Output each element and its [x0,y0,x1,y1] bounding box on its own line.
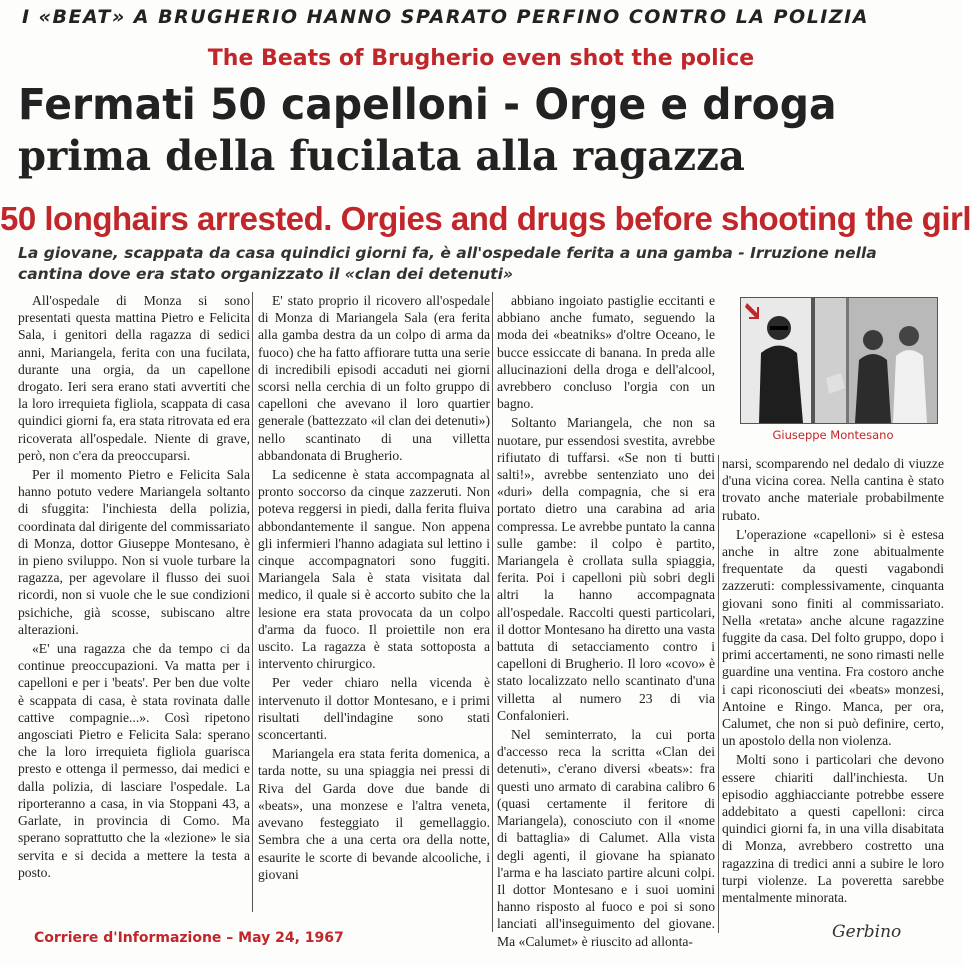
paragraph: La sedicenne è stata accompagnata al pronto soccorso da cinque zazzeruti. Non poteva reggersi in piedi, dalla ferita fluiva abbondantemente il sangue. Non appena gli infermieri l'hanno adagiata sul lettino i cinque accompagnatori sono fuggiti. Mariangela Sala è stata visitata dal medico, il quale si è accorto subito che la lesione era stata provocata da un colpo d'arma da fuoco. Il proiettile non era uscito. La ragazza è stata sottoposta a intervento chirurgico. [258,467,490,672]
paragraph: Nel seminterrato, la cui porta d'accesso reca la scritta «Clan dei detenuti», c'erano diversi «beats»: fra questi uno armato di carabina calibro 6 (quasi certamente il feritore di Mariangela), conosciuto con il «nome di battaglia» di Calumet. Alla vista degli agenti, il giovane ha spianato l'arma e ha lasciato partire alcuni colpi. Il dottor Montesano e i suoi uomini hanno risposto al fuoco e poi si sono lanciati all'inseguimento del giovane. Ma «Calumet» è riuscito ad allonta- [497,727,715,949]
paragraph: E' stato proprio il ricovero all'ospedale di Monza di Mariangela Sala (era ferita alla gamba destra da un colpo di arma da fuoco) che ha fatto affiorare tutta una serie di incredibili episodi accaduti nei giorni scorsi nella cerchia di un folto gruppo di capelloni che avevano il loro quartier generale (battezzato «il clan dei detenuti») nello scantinato di una villetta abbandonata di Brugherio. [258,293,490,463]
article-column-3 [497,292,715,949]
paragraph: L'operazione «capelloni» si è estesa anche in altre zone abitualmente frequentate da questi vagabondi zazzeruti: complessivamente, cinquanta giovani sono finiti al commissariato. Nella «retata» anche alcune ragazzine fuggite da casa. Del folto gruppo, dopo i primi accertamenti, ne sono rimasti nelle guardine una ventina. Fra costoro anche i capi riconosciuti dei «beats» monzesi, Antoine e Ringo. Manca, per ora, Calumet, che non si può definire, certo, un apostolo della non violenza. [722,526,944,749]
press-photo [740,297,938,424]
paragraph: All'ospedale di Monza si sono presentati questa mattina Pietro e Felicita Sala, i genitori della ragazza di sedici anni, Mariangela, ferita con una fucilata, durante una orgia, da un capellone drogato. Ieri sera erano stati avvertiti che la loro irrequieta figliola, scappata di casa quindici giorni fa, era stata ritrovata ed era ricoverata all'ospedale. Niente di grave, però, non c'era da preoccuparsi. [18,293,250,463]
paragraph: Per il momento Pietro e Felicita Sala hanno potuto vedere Mariangela soltanto di sfuggita: l'inchiesta della polizia, coordinata dal dirigente del commissariato di Monza, dottor Giuseppe Montesano, è in pieno sviluppo. Non si vuole turbare la ragazza, per agevolare il flusso dei suoi ricordi, non si vuole che le sue condizioni psichiche, già scosse, subiscano altre alterazioni. [18,467,250,637]
translation-headline: 50 longhairs arrested. Orgies and drugs before shooting the girl [0,200,971,237]
paragraph: narsi, scomparendo nel dedalo di viuzze d'una vicina corea. Nella cantina è stato trovato anche materiale probabilmente rubato. [722,456,944,523]
photo-caption: Giuseppe Montesano [772,428,894,442]
source-citation: Corriere d'Informazione – May 24, 1967 [34,930,344,946]
article-column-4 [722,455,944,933]
paragraph: Per veder chiaro nella vicenda è intervenuto il dottor Montesano, e i primi risultati dell'indagine sono stati sconcertanti. [258,675,490,743]
arrow-marker-icon [745,303,759,319]
paragraph: Soltanto Mariangela, che non sa nuotare, pur essendosi svestita, avrebbe rifiutato di tuffarsi. «Se non ti butti salti!», avrebbe sentenziato uno dei «duri» della compagnia, che si era portato dietro una carabina ad aria compressa. Le avrebbe puntato la canna sulle gambe: il colpo è partito, Mariangela è crollata sulla spiaggia, ferita. Poi i capelloni più sobri degli altri la hanno accompagnata all'ospedale. Raccolti questi particolari, il dottor Montesano ha diretto una vasta battuta di setacciamento contro i capelloni di Brugherio. Il loro «covo» è stato localizzato nello scantinato d'una villetta al numero 23 di via Confalonieri. [497,415,715,723]
column-divider [718,455,719,933]
headline-line-1: Fermati 50 capelloni - Orge e droga [18,80,837,130]
paragraph: «E' una ragazza che da tempo ci da continue preoccupazioni. Va matta per i capelloni e per i 'beats'. Per ben due volte è scappata di casa, è stata rovinata dalle cattive compagnie...». Così ripetono angosciati Pietro e Felicita Sala: sperano che la loro irrequieta figliola guarisca presto e ottenga il permesso, dai medici e dalla polizia, di lasciare l'ospedale. La riporteranno a casa, in via Stoppani 43, a Garlate, in provincia di Como. Ma sperano soprattutto che la «lezione» le sia servita e si decida a mettere la testa a posto. [18,641,250,880]
paragraph: abbiano ingoiato pastiglie eccitanti e abbiano anche fumato, seguendo la moda dei «beatniks» d'oltre Oceano, le bucce essiccate di banana. In preda alle allucinazioni della droga e dell'alcool, avrebbero concluso l'orgia con un bagno. [497,293,715,412]
column-divider [492,292,493,932]
translation-kicker: The Beats of Brugherio even shot the police [207,46,755,71]
headline-line-2: prima della fucilata alla ragazza [18,132,745,180]
subheadline: La giovane, scappata da casa quindici giorni fa, è all'ospedale ferita a una gamba - Irruzione nella cantina dove era stato organizzato il «clan dei detenuti» [18,244,877,283]
artist-signature: Gerbino [832,922,902,942]
article-column-1 [18,292,250,912]
photo-illustration [741,298,937,423]
column-divider [252,292,253,912]
paragraph: Mariangela era stata ferita domenica, a tarda notte, su una spiaggia nei pressi di Riva del Garda dove due bande di «beats», una monzese e l'altra veneta, avevano festeggiato il gemellaggio. Sembra che a una certa ora della notte, esaurite le scorte di bevande alcooliche, i giovani [258,746,490,882]
paragraph: Molti sono i particolari che devono essere chiariti dall'inchiesta. Un episodio agghiacciante potrebbe essere addebitato a questi capelloni: circa quindici giorni fa, in una villa disabitata di Monza, avrebbero costretto una ragazzina di tredici anni a subire le loro turpi violenze. La poveretta sarebbe mentalmente minorata. [722,752,944,906]
kicker-headline: I «BEAT» A BRUGHERIO HANNO SPARATO PERFINO CONTRO LA POLIZIA [22,6,869,28]
article-column-2 [258,292,490,932]
